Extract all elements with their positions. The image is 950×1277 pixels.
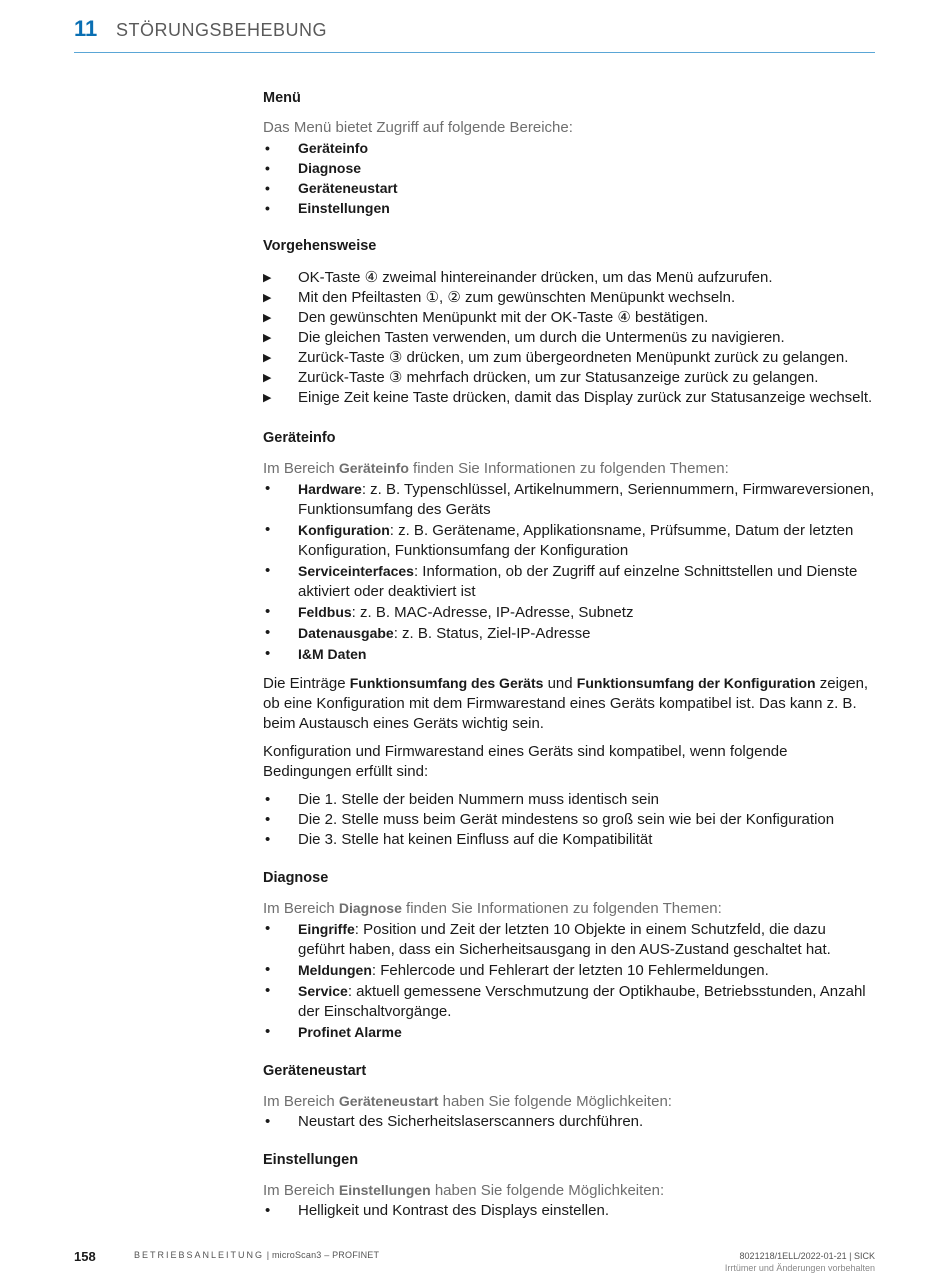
page-number: 158	[74, 1249, 96, 1264]
list-item: • Profinet Alarme	[263, 1022, 875, 1043]
settings-heading: Einstellungen	[263, 1152, 359, 1168]
diagnosis-heading: Diagnose	[263, 870, 329, 886]
menu-heading: Menü	[263, 90, 301, 106]
list-item: • Geräteneustart	[263, 178, 875, 198]
step-item: ▶ OK-Taste ④ zweimal hintereinander drücken, um das Menü aufzurufen.	[263, 268, 875, 288]
list-item: • Eingriffe: Position und Zeit der letzten 10 Objekte in einem Schutzfeld, die dazu geführt haben, dass ein Sicherheitsausgang in den AUS-Zustand geschaltet hat.	[263, 919, 875, 960]
list-item: • Hardware: z. B. Typenschlüssel, Artikelnummern, Seriennummern, Firmwareversionen, Funktionsumfang des Geräts	[263, 479, 875, 520]
diagnosis-intro: Im Bereich Diagnose finden Sie Informationen zu folgenden Themen:	[263, 900, 722, 917]
page-header	[74, 14, 875, 53]
page-footer-right	[725, 1250, 875, 1274]
list-item: • Datenausgabe: z. B. Status, Ziel-IP-Adresse	[263, 623, 875, 644]
conditions-paragraph: Konfiguration und Firmwarestand eines Geräts sind kompatibel, wenn folgende Bedingungen erfüllt sind:	[263, 743, 788, 780]
deviceinfo-list	[263, 479, 875, 665]
conditions-list	[263, 790, 875, 850]
document-name: BETRIEBSANLEITUNG | microScan3 – PROFINET	[134, 1250, 380, 1260]
step-item: ▶ Einige Zeit keine Taste drücken, damit das Display zurück zur Statusanzeige wechselt.	[263, 388, 875, 408]
step-item: ▶ Zurück-Taste ③ drücken, um zum übergeordneten Menüpunkt zurück zu gelangen.	[263, 348, 875, 368]
list-item: • Serviceinterfaces: Information, ob der Zugriff auf einzelne Schnittstellen und Dienste aktiviert oder deaktiviert ist	[263, 561, 875, 602]
chapter-title: STÖRUNGSBEHEBUNG	[116, 20, 328, 40]
chapter-number: 11	[74, 16, 98, 41]
restart-intro: Im Bereich Geräteneustart haben Sie folgende Möglichkeiten:	[263, 1093, 672, 1110]
settings-list	[263, 1201, 875, 1221]
procedure-heading: Vorgehensweise	[263, 238, 377, 254]
list-item: • Geräteinfo	[263, 138, 875, 158]
procedure-steps	[263, 268, 875, 408]
list-item: • Konfiguration: z. B. Gerätename, Applikationsname, Prüfsumme, Datum der letzten Konfiguration, Funktionsumfang der Konfiguration	[263, 520, 875, 561]
settings-intro: Im Bereich Einstellungen haben Sie folgende Möglichkeiten:	[263, 1182, 665, 1199]
diagnosis-list	[263, 919, 875, 1043]
restart-heading: Geräteneustart	[263, 1063, 367, 1079]
list-item: • Die 3. Stelle hat keinen Einfluss auf die Kompatibilität	[263, 830, 875, 850]
list-item: • Die 1. Stelle der beiden Nummern muss identisch sein	[263, 790, 875, 810]
list-item: • Einstellungen	[263, 198, 875, 218]
disclaimer: Irrtümer und Änderungen vorbehalten	[724, 1263, 875, 1273]
list-item: • Diagnose	[263, 158, 875, 178]
page-footer-left	[74, 1249, 380, 1264]
document-id: 8021218/1ELL/2022-01-21 | SICK	[739, 1251, 875, 1261]
restart-list	[263, 1112, 875, 1132]
step-item: ▶ Zurück-Taste ③ mehrfach drücken, um zur Statusanzeige zurück zu gelangen.	[263, 368, 875, 388]
list-item: • Die 2. Stelle muss beim Gerät mindestens so groß sein wie bei der Konfiguration	[263, 810, 875, 830]
list-item: • Helligkeit und Kontrast des Displays einstellen.	[263, 1201, 875, 1221]
menu-list	[263, 138, 875, 218]
step-item: ▶ Mit den Pfeiltasten ①, ② zum gewünschten Menüpunkt wechseln.	[263, 288, 875, 308]
compat-paragraph: Die Einträge Funktionsumfang des Geräts und Funktionsumfang der Konfiguration zeigen, ob eine Konfiguration mit dem Firmwarestand eines Geräts kompatibel ist. Das kann z. B. beim Austausch eines Geräts wichtig sein.	[263, 675, 869, 732]
list-item: • Meldungen: Fehlercode und Fehlerart der letzten 10 Fehlermeldungen.	[263, 960, 875, 981]
deviceinfo-intro: Im Bereich Geräteinfo finden Sie Informationen zu folgenden Themen:	[263, 460, 729, 477]
step-item: ▶ Die gleichen Tasten verwenden, um durch die Untermenüs zu navigieren.	[263, 328, 875, 348]
menu-intro: Das Menü bietet Zugriff auf folgende Bereiche:	[263, 119, 573, 136]
list-item: • Service: aktuell gemessene Verschmutzung der Optikhaube, Betriebsstunden, Anzahl der Einschaltvorgänge.	[263, 981, 875, 1022]
step-item: ▶ Den gewünschten Menüpunkt mit der OK-Taste ④ bestätigen.	[263, 308, 875, 328]
deviceinfo-heading: Geräteinfo	[263, 430, 336, 446]
list-item: • Neustart des Sicherheitslaserscanners durchführen.	[263, 1112, 875, 1132]
list-item: • Feldbus: z. B. MAC-Adresse, IP-Adresse, Subnetz	[263, 602, 875, 623]
list-item: • I&M Daten	[263, 644, 875, 665]
main-content	[263, 86, 875, 1221]
